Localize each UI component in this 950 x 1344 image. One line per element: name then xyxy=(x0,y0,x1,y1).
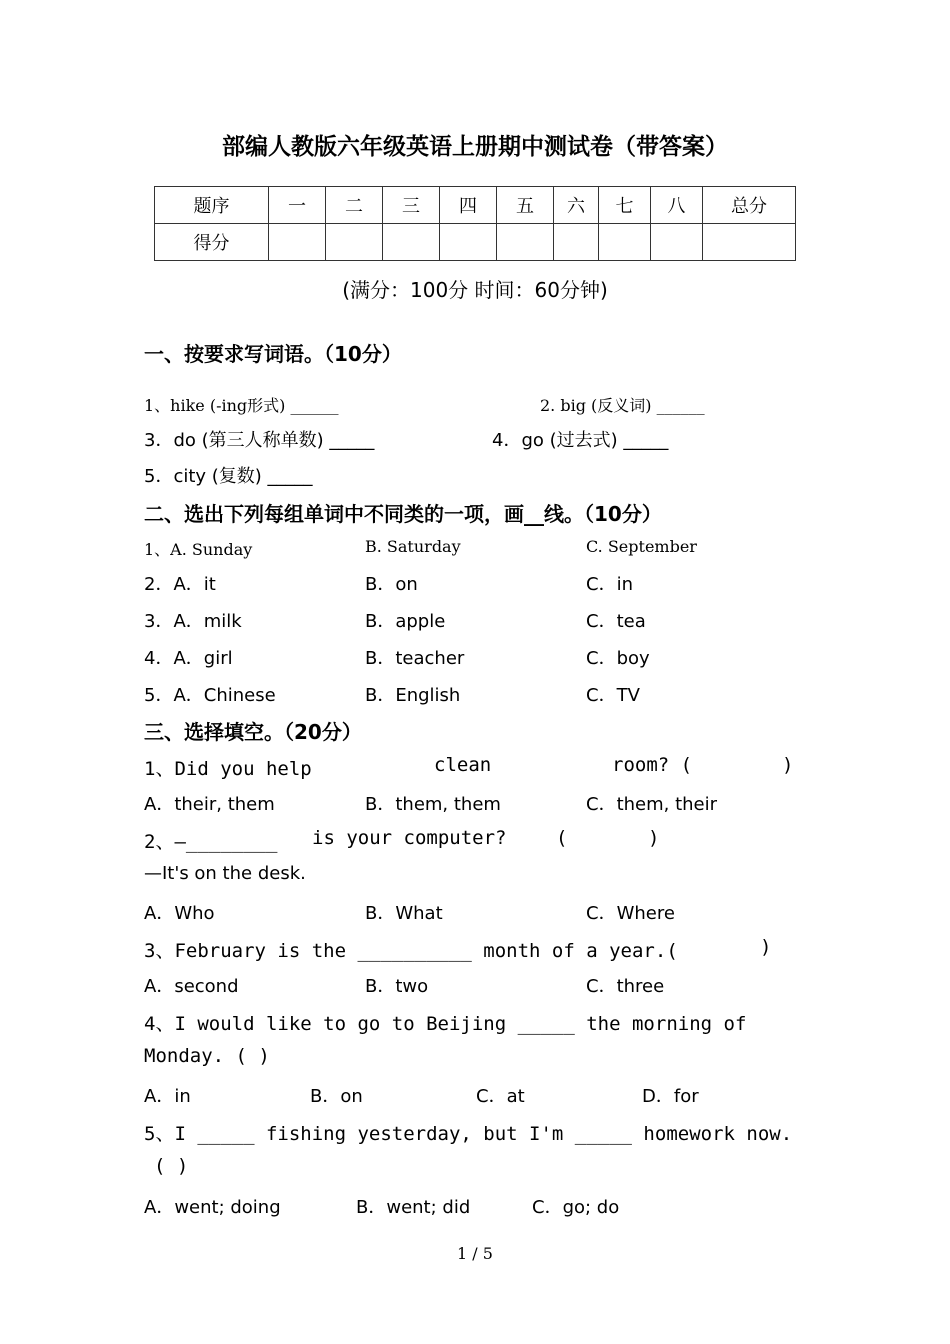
score-cell xyxy=(554,224,599,261)
option-text: C．three xyxy=(586,976,665,997)
option-text: B．two xyxy=(365,976,429,997)
option-text: 5．A．Chinese xyxy=(144,685,276,706)
option-text: A．Who xyxy=(144,903,215,924)
question-text: ) xyxy=(760,936,772,958)
section-heading: 一、按要求写词语。（10分） xyxy=(144,342,402,366)
table-cell: 二 xyxy=(326,187,383,224)
option-text: B．teacher xyxy=(365,648,465,669)
option-text: B．went; did xyxy=(356,1197,471,1218)
table-cell: 题序 xyxy=(155,187,269,224)
score-table xyxy=(154,186,796,261)
score-cell xyxy=(326,224,383,261)
option-text: B．apple xyxy=(365,611,446,632)
option-text: 4．A．girl xyxy=(144,648,233,669)
page-title: 部编人教版六年级英语上册期中测试卷（带答案） xyxy=(222,134,728,160)
option-text: B．on xyxy=(365,574,418,595)
question-text: ( ) xyxy=(154,1155,189,1177)
option-text: C．tea xyxy=(586,611,646,632)
score-table-header-row xyxy=(155,187,796,224)
question-text: 4、I would like to go to Beijing _____ the morning of xyxy=(144,1013,747,1035)
table-cell: 总分 xyxy=(703,187,796,224)
option-text: D．for xyxy=(642,1086,699,1107)
question-text: 4．go (过去式) _____ xyxy=(492,430,669,451)
option-text: 1、A. Sunday xyxy=(144,540,253,559)
section-heading: 三、选择填空。（20分） xyxy=(144,720,362,744)
question-text: ) xyxy=(782,754,794,776)
question-text: 3．do (第三人称单数) _____ xyxy=(144,430,375,451)
page-number: 1 / 5 xyxy=(457,1244,493,1263)
score-cell xyxy=(497,224,554,261)
table-cell: 六 xyxy=(554,187,599,224)
score-cell xyxy=(269,224,326,261)
score-cell xyxy=(599,224,651,261)
score-cell xyxy=(383,224,440,261)
option-text: C．at xyxy=(476,1086,525,1107)
question-text: 2、—________ xyxy=(144,831,278,853)
score-cell xyxy=(651,224,703,261)
option-text: A．in xyxy=(144,1086,191,1107)
option-text: C．go; do xyxy=(532,1197,620,1218)
table-cell: 八 xyxy=(651,187,703,224)
table-cell: 五 xyxy=(497,187,554,224)
option-text: A．second xyxy=(144,976,239,997)
table-cell: 七 xyxy=(599,187,651,224)
option-text: B. Saturday xyxy=(365,537,461,556)
option-text: B．them, them xyxy=(365,794,501,815)
question-text: is your computer? xyxy=(312,827,507,849)
question-text: room? ( xyxy=(612,754,693,776)
table-cell: 得分 xyxy=(155,224,269,261)
question-text: 1、hike (-ing形式) ______ xyxy=(144,396,339,415)
option-text: B．What xyxy=(365,903,443,924)
question-text: clean xyxy=(434,754,492,776)
question-text: Monday. ( ) xyxy=(144,1045,270,1067)
question-text: 5．city (复数) _____ xyxy=(144,466,313,487)
question-text: 2. big (反义词) ______ xyxy=(540,396,705,415)
option-text: A．went; doing xyxy=(144,1197,281,1218)
option-text: C．boy xyxy=(586,648,650,669)
section-heading: 二、选出下列每组单词中不同类的一项，画__线。（10分） xyxy=(144,502,662,526)
option-text: C．in xyxy=(586,574,633,595)
question-text: ) xyxy=(648,827,660,849)
table-cell: 四 xyxy=(440,187,497,224)
option-text: C．TV xyxy=(586,685,640,706)
question-text: ( xyxy=(556,827,568,849)
table-cell: 一 xyxy=(269,187,326,224)
option-text: 2．A．it xyxy=(144,574,216,595)
score-cell xyxy=(703,224,796,261)
option-text: B．on xyxy=(310,1086,363,1107)
table-cell: 三 xyxy=(383,187,440,224)
score-table-score-row xyxy=(155,224,796,261)
question-text: 3、February is the __________ month of a year.( xyxy=(144,940,678,962)
option-text: C．Where xyxy=(586,903,675,924)
score-cell xyxy=(440,224,497,261)
option-text: 3．A．milk xyxy=(144,611,242,632)
answer-line: —It's on the desk. xyxy=(144,863,306,884)
question-text: 5、I _____ fishing yesterday, but I'm _____ homework now. xyxy=(144,1123,793,1145)
exam-info: (满分：100分 时间：60分钟) xyxy=(342,278,608,302)
option-text: C．them, their xyxy=(586,794,718,815)
option-text: C. September xyxy=(586,537,697,556)
question-text: 1、Did you help xyxy=(144,758,312,780)
option-text: A．their, them xyxy=(144,794,275,815)
option-text: B．English xyxy=(365,685,461,706)
